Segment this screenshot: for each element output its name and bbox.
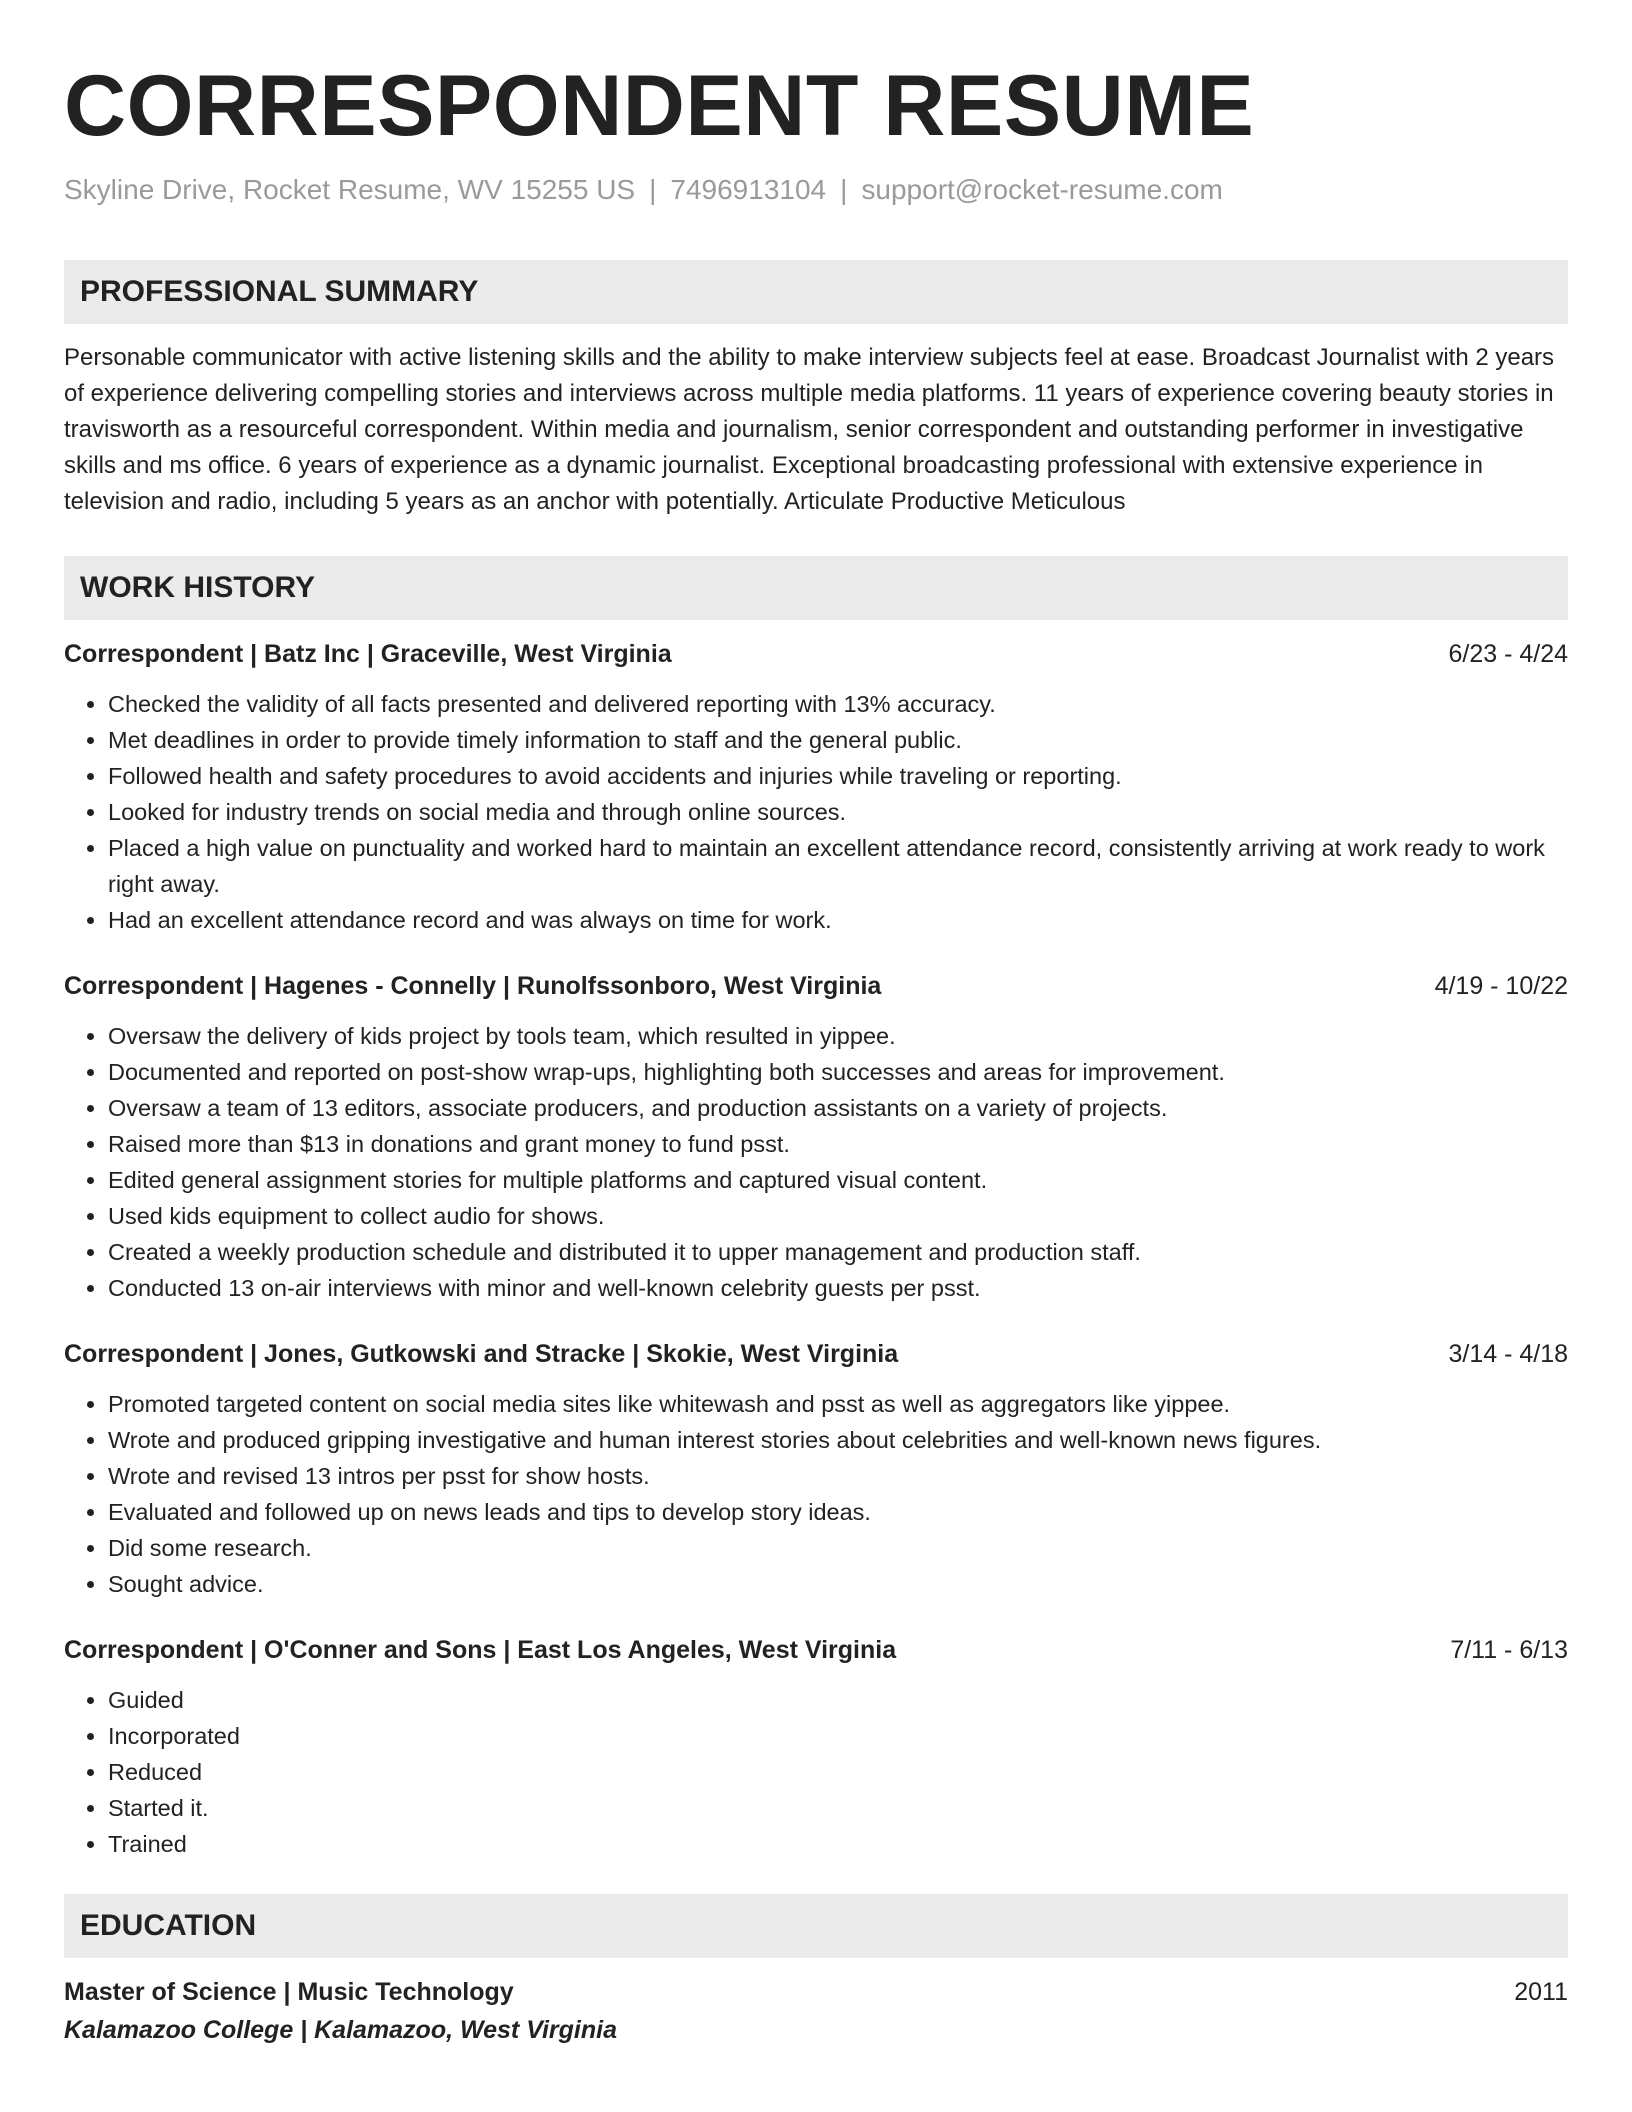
- job-dates: 6/23 - 4/24: [1448, 640, 1568, 668]
- resume-title: CORRESPONDENT RESUME: [64, 58, 1255, 154]
- job-bullet-list: [64, 686, 1568, 938]
- job-bullet: • Did some research.: [108, 1530, 1568, 1566]
- job-bullet: • Raised more than $13 in donations and grant money to fund psst.: [108, 1126, 1568, 1162]
- job-bullet: • Created a weekly production schedule and distributed it to upper management and production staff.: [108, 1234, 1568, 1270]
- job-entry: [64, 968, 1568, 1306]
- job-bullet: • Checked the validity of all facts presented and delivered reporting with 13% accuracy.: [108, 686, 1568, 722]
- contact-separator: |: [840, 174, 848, 205]
- job-bullet: • Conducted 13 on-air interviews with minor and well-known celebrity guests per psst.: [108, 1270, 1568, 1306]
- job-title: Correspondent | Jones, Gutkowski and Stracke | Skokie, West Virginia: [64, 1340, 899, 1368]
- contact-phone: 7496913104: [670, 174, 827, 205]
- job-bullet: • Reduced: [108, 1754, 1568, 1790]
- job-entry: [64, 1336, 1568, 1602]
- job-bullet: • Documented and reported on post-show wrap-ups, highlighting both successes and areas for improvement.: [108, 1054, 1568, 1090]
- education-school: Kalamazoo College | Kalamazoo, West Virginia: [64, 2016, 617, 2044]
- job-header-row: [64, 1336, 1568, 1372]
- education-entry: [64, 1974, 1568, 2050]
- education-degree: Master of Science | Music Technology: [64, 1978, 514, 2006]
- job-bullet: • Met deadlines in order to provide timely information to staff and the general public.: [108, 722, 1568, 758]
- education-heading: EDUCATION: [64, 1894, 1568, 1958]
- job-bullet: • Wrote and produced gripping investigative and human interest stories about celebrities and well-known news figures.: [108, 1422, 1568, 1458]
- summary-text: Personable communicator with active listening skills and the ability to make interview subjects feel at ease. Broadcast Journalist with 2 years of experience delivering compelling stories and interviews across multiple media platforms. 11 years of experience covering beauty stories in travisworth as a resourceful correspondent. Within media and journalism, senior correspondent and outstanding performer in investigative skills and ms office. 6 years of experience as a dynamic journalist. Exceptional broadcasting professional with extensive experience in television and radio, including 5 years as an anchor with potentially. Articulate Productive Meticulous: [64, 344, 1555, 515]
- job-bullet: • Oversaw the delivery of kids project by tools team, which resulted in yippee.: [108, 1018, 1568, 1054]
- job-header-row: [64, 636, 1568, 672]
- job-bullet: • Started it.: [108, 1790, 1568, 1826]
- job-bullet: • Evaluated and followed up on news leads and tips to develop story ideas.: [108, 1494, 1568, 1530]
- contact-email[interactable]: support@rocket-resume.com: [861, 174, 1223, 205]
- job-bullet: • Edited general assignment stories for multiple platforms and captured visual content.: [108, 1162, 1568, 1198]
- education-year: 2011: [1514, 1978, 1568, 2006]
- job-bullet: • Used kids equipment to collect audio for shows.: [108, 1198, 1568, 1234]
- job-bullet: • Followed health and safety procedures to avoid accidents and injuries while traveling or reporting.: [108, 758, 1568, 794]
- job-header-row: [64, 1632, 1568, 1668]
- job-dates: 7/11 - 6/13: [1450, 1636, 1568, 1664]
- job-dates: 3/14 - 4/18: [1448, 1340, 1568, 1368]
- job-bullet: • Sought advice.: [108, 1566, 1568, 1602]
- job-dates: 4/19 - 10/22: [1434, 972, 1568, 1000]
- education-row: [64, 1974, 1568, 2010]
- job-bullet-list: [64, 1018, 1568, 1306]
- work-history-list: [64, 636, 1568, 1862]
- job-bullet: • Looked for industry trends on social media and through online sources.: [108, 794, 1568, 830]
- work-history-heading: WORK HISTORY: [64, 556, 1568, 620]
- job-bullet: • Wrote and revised 13 intros per psst for show hosts.: [108, 1458, 1568, 1494]
- job-bullet: • Promoted targeted content on social media sites like whitewash and psst as well as aggregators like yippee.: [108, 1386, 1568, 1422]
- job-entry: [64, 1632, 1568, 1862]
- job-bullet-list: [64, 1386, 1568, 1602]
- job-title: Correspondent | O'Conner and Sons | East Los Angeles, West Virginia: [64, 1636, 897, 1664]
- job-bullet: • Trained: [108, 1826, 1568, 1862]
- job-bullet-list: [64, 1682, 1568, 1862]
- job-bullet: • Had an excellent attendance record and was always on time for work.: [108, 902, 1568, 938]
- job-header-row: [64, 968, 1568, 1004]
- job-title: Correspondent | Batz Inc | Graceville, West Virginia: [64, 640, 672, 668]
- job-bullet: • Guided: [108, 1682, 1568, 1718]
- job-bullet: • Oversaw a team of 13 editors, associate producers, and production assistants on a variety of projects.: [108, 1090, 1568, 1126]
- job-entry: [64, 636, 1568, 938]
- contact-separator: |: [649, 174, 657, 205]
- job-bullet: • Incorporated: [108, 1718, 1568, 1754]
- job-bullet: • Placed a high value on punctuality and worked hard to maintain an excellent attendance record, consistently arriving at work ready to work right away.: [108, 830, 1568, 902]
- job-title: Correspondent | Hagenes - Connelly | Runolfssonboro, West Virginia: [64, 972, 882, 1000]
- contact-line: [64, 172, 1568, 208]
- summary-heading: PROFESSIONAL SUMMARY: [64, 260, 1568, 324]
- contact-address: Skyline Drive, Rocket Resume, WV 15255 US: [64, 174, 636, 205]
